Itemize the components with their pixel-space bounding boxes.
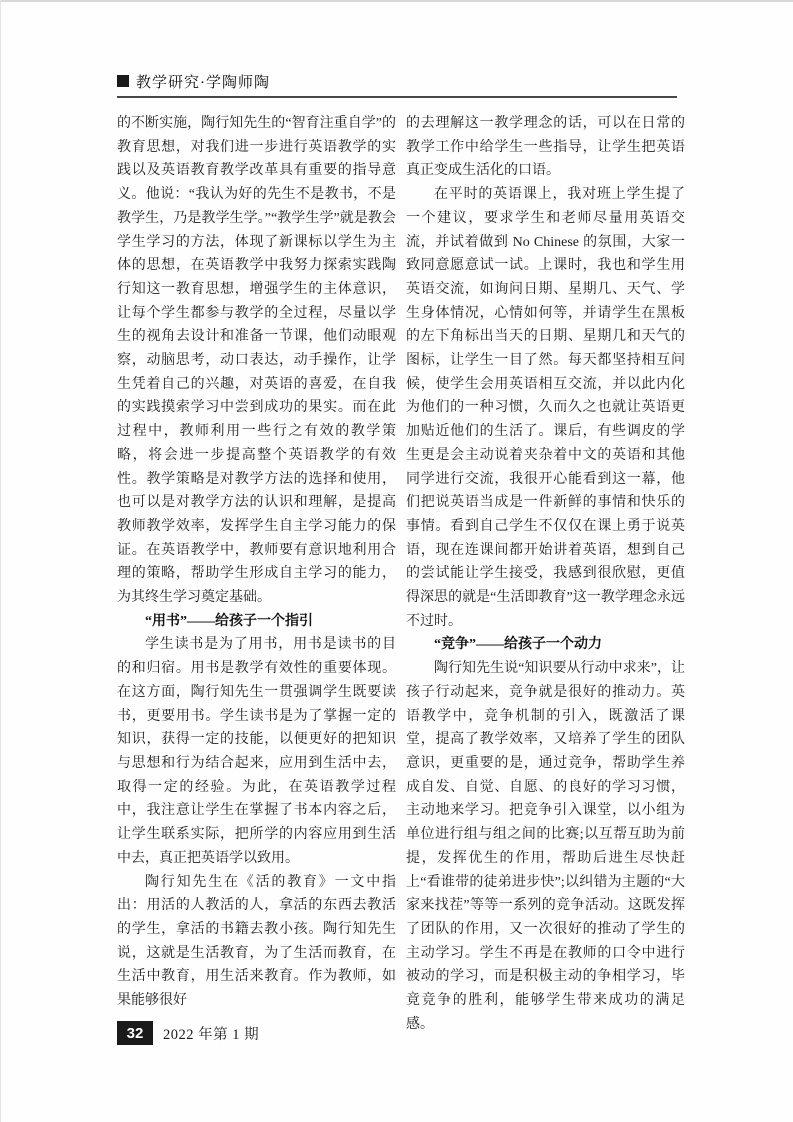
paragraph: 的不断实施，陶行知先生的“智育注重自学”的教育思想，对我们进一步进行英语教学的实践以及英语教育教学改革具有重要的指导意义。他说：“我认为好的先生不是教书，不是教学生，乃是教学生学。”“教学生学”就是教会学生学习的方法，体现了新课标以学生为主体的思想，在英语教学中我努力探索实践陶行知这一教育思想，增强学生的主体意识，让每个学生都参与教学的全过程，尽量以学生的视角去设计和准备一节课，他们动眼观察，动脑思考，动口表达，动手操作，让学生凭着自己的兴趣，对英语的喜爱，在自我的实践摸索学习中尝到成功的果实。而在此过程中，教师利用一些行之有效的教学策略，将会进一步提高整个英语教学的有效性。教学策略是对教学方法的选择和使用，也可以是对教学方法的认识和理解，是提高教师教学效率，发挥学生自主学习能力的保证。在英语教学中，教师要有意识地利用合理的策略，帮助学生形成自主学习的能力，为其终生学习奠定基础。 — [117, 116, 396, 606]
article-body — [117, 112, 685, 1036]
journal-header — [117, 71, 270, 91]
section-heading: “竞争”——给孩子一个动力 — [434, 637, 602, 653]
column-left — [117, 112, 396, 1036]
section-heading: “用书”——给孩子一个指引 — [145, 613, 313, 629]
issue-label: 2022 年第 1 期 — [163, 1026, 260, 1043]
paragraph: 在平时的英语课上，我对班上学生提了一个建议，要求学生和老师尽量用英语交流，并试着做到 No Chinese 的氛围，大家一致同意愿意试一试。上课时，我也和学生用英语交流，如询问日期、星期几、天气、学生身体情况，心情如何等，并请学生在黑板的左下角标出当天的日期、星期几和天气的图标，让学生一目了然。每天都坚持相互问候，使学生会用英语相互交流，并以此内化为他们的一种习惯，久而久之也就让英语更加贴近他们的生活了。课后，有些调皮的学生更是会主动说着夹杂着中文的英语和其他同学进行交流，我很开心能看到这一幕，他们把说英语当成是一件新鲜的事情和快乐的事情。看到自己学生不仅仅在课上勇于说英语，现在连课间都开始讲着英语，想到自己的尝试能让学生接受，我感到很欣慰，更值得深思的就是“生活即教育”这一教学理念永远不过时。 — [406, 187, 685, 629]
header-title: 教学研究·学陶师陶 — [136, 74, 270, 91]
paragraph: 陶行知先生在《活的教育》一文中指出：用活的人教活的人，拿活的东西去教活的学生，拿活的书籍去教小孩。陶行知先生说，这就是生活教育，为了生活而教育，在生活中教育，用生活来教育。作为教师，如果能够很好 — [117, 874, 396, 1009]
column-right — [406, 112, 685, 1036]
paragraph: 学生读书是为了用书，用书是读书的目的和归宿。用书是教学有效性的重要体现。在这方面，陶行知先生一贯强调学生既要读书，更要用书。学生读书是为了掌握一定的知识，获得一定的技能，以便更好的把知识与思想和行为结合起来，应用到生活中去，取得一定的经验。为此，在英语教学过程中，我注意让学生在掌握了书本内容之后，让学生联系实际，把所学的内容应用到生活中去，真正把英语学以致用。 — [117, 637, 396, 866]
page-number-badge — [117, 1021, 153, 1045]
paragraph: 陶行知先生说“知识要从行动中求来”，让孩子行动起来，竞争就是很好的推动力。英语教学中，竞争机制的引入，既激活了课堂，提高了教学效率，又培养了学生的团队意识，更重要的是，通过竞争，帮助学生养成自发、自觉、自愿、的良好的学习习惯，主动地来学习。把竞争引入课堂，以小组为单位进行组与组之间的比赛;以互帮互助为前提，发挥优生的作用，帮助后进生尽快赶上“看谁带的徒弟进步快”;以纠错为主题的“大家来找茬”等等一系列的竞争活动。这既发挥了团队的作用，又一次很好的推动了学生的主动学习。学生不再是在教师的口令中进行被动的学习，而是积极主动的争相学习，毕竟竞争的胜利，能够学生带来成功的满足感。 — [406, 661, 685, 1032]
paragraph: 的去理解这一教学理念的话，可以在日常的教学工作中给学生一些指导，让学生把英语真正变成生活化的口语。 — [406, 116, 685, 179]
page-number: 32 — [126, 1024, 144, 1042]
section-marker-icon — [117, 75, 129, 87]
page-edge-top — [0, 0, 793, 2]
page-edge-left — [0, 0, 1, 1122]
header-divider — [117, 96, 677, 98]
page-footer — [117, 1021, 259, 1045]
